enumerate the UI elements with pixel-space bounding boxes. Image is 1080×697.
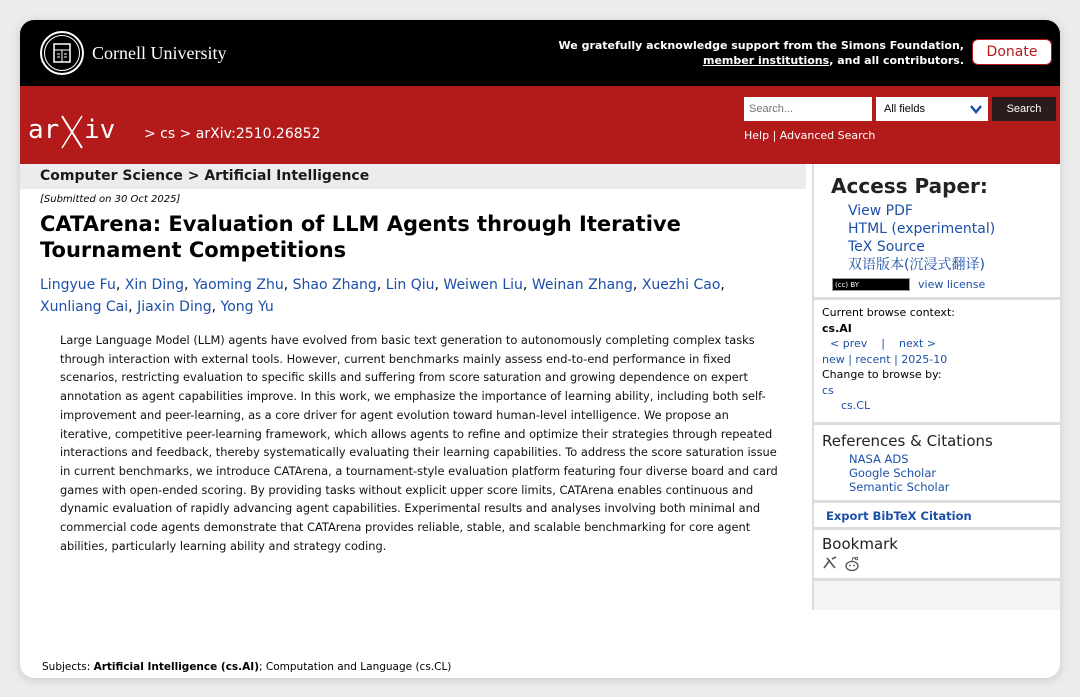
donate-button[interactable]: Donate [972,39,1052,65]
support-acknowledgement: We gratefully acknowledge support from the Simons Foundation, member institutions, and all contributors. [558,39,964,67]
author-separator: , [522,277,532,293]
nasa-ads-link[interactable]: NASA ADS [849,451,909,466]
html-experimental-link[interactable]: HTML (experimental) [848,221,996,237]
search-field-select[interactable]: All fields [876,97,988,121]
author-link[interactable]: Yong Yu [220,299,274,315]
primary-subject: Artificial Intelligence (cs.AI) [93,661,260,673]
abstract: Large Language Model (LLM) agents have evolved from basic text generation to autonomously completing complex tasks through interaction with external tools. However, current benchmarks mainly assess end-to-end performance in fixed scenarios, restricting evaluation to specific skills and suffering from score saturation and growing dependence on expert annotation as agent capabilities improve. In this work, we emphasize the importance of learning ability, including both self-improvement and peer-learning, as a core driver for agent evolution toward human-level intelligence. We propose an iterative, competitive peer-learning framework, which allows agents to refine and optimize their strategies through repeated interactions and feedback, thereby systematically evaluating their learning capabilities. To address the score saturation issue in current benchmarks, we introduce CATArena, a tournament-style evaluation platform featuring four diverse board and card games with open-ended scoring. By providing tasks without explicit upper score limits, CATArena enables continuous and dynamic evaluation of rapidly advancing agent capabilities. Experimental results and analyses involving both minimal and commercial code agents demonstrate that CATArena provides reliable, stable, and scalable benchmarking for core agent abilities, particularly learning ability and strategy coding. [60,333,778,553]
chevron-down-icon [970,104,982,114]
cornell-seal-icon [40,31,84,75]
author-link[interactable]: Lingyue Fu [40,277,116,293]
next-link[interactable]: next > [898,337,937,350]
author-separator: , [115,277,125,293]
author-separator: , [632,277,642,293]
cc-by-badge[interactable]: (cc) BY [832,278,910,291]
author-link[interactable]: Shao Zhang [292,277,377,293]
author-list [20,274,790,318]
arxiv-logo-icon [28,110,138,150]
arxiv-header [20,86,1060,164]
bookmark-box [814,530,1060,581]
author-link[interactable]: Xunliang Cai [40,299,129,315]
author-separator: , [376,277,386,293]
view-pdf-link[interactable]: View PDF [848,203,913,219]
references-box [814,425,1060,503]
browser-page [20,20,1060,678]
reddit-icon[interactable] [844,556,860,572]
new-recent-links[interactable]: new | recent | 2025-10 [822,352,948,366]
browse-context: cs.AI [822,321,852,335]
svg-text:iv: iv [84,115,116,145]
arxiv-logo[interactable] [28,110,320,150]
author-link[interactable]: Yaoming Zhu [192,277,284,293]
access-paper-box [814,164,1060,300]
member-institutions-link[interactable]: member institutions [702,54,830,67]
author-link[interactable]: Lin Qiu [385,277,435,293]
bookmark-heading: Bookmark [822,534,898,553]
search-input[interactable] [744,97,872,121]
search-button[interactable]: Search [992,97,1056,121]
browse-context-box: Current browse context: cs.AI < prev | next > new | recent | 2025-10 Change to browse by: cs cs.CL [814,300,1060,425]
author-separator: , [434,277,444,293]
author-link[interactable]: Weinan Zhang [531,277,633,293]
semantic-scholar-link[interactable]: Semantic Scholar [849,479,950,494]
author-link[interactable]: Xuezhi Cao [641,277,721,293]
author-separator: , [211,299,221,315]
tex-source-link[interactable]: TeX Source [848,239,925,255]
author-separator: , [720,277,725,293]
browse-cs-link[interactable]: cs [822,383,834,397]
view-license-link[interactable]: view license [918,278,986,291]
browse-cscl-link[interactable]: cs.CL [841,399,871,412]
subjects-line: Subjects: Artificial Intelligence (cs.AI); Computation and Language (cs.CL) [42,661,452,673]
author-link[interactable]: Weiwen Liu [443,277,523,293]
bibsonomy-icon[interactable] [822,556,838,570]
submission-date: [Submitted on 30 Oct 2025] [40,194,181,205]
author-separator: , [283,277,293,293]
author-separator: , [128,299,138,315]
references-heading: References & Citations [822,431,993,450]
paper-title: CATArena: Evaluation of LLM Agents through Iterative Tournament Competitions [40,212,681,262]
breadcrumb: > cs > arXiv:2510.26852 [144,126,321,142]
prev-link[interactable]: < prev [830,337,868,350]
author-link[interactable]: Xin Ding [124,277,184,293]
license-row [831,278,1060,291]
paper-main [20,164,806,555]
author-link[interactable]: Jiaxin Ding [137,299,212,315]
svg-text:ar: ar [28,115,60,145]
cornell-header [20,20,1060,86]
right-sidebar [812,164,1060,610]
cornell-logo[interactable] [40,31,226,75]
help-advanced-search-link[interactable]: Help | Advanced Search [744,129,876,142]
bilingual-version-link[interactable]: 双语版本(沉浸式翻译) [848,257,985,273]
access-paper-heading: Access Paper: [831,174,988,198]
category-heading: Computer Science > Artificial Intelligence [20,164,806,189]
author-separator: , [183,277,193,293]
google-scholar-link[interactable]: Google Scholar [849,465,937,480]
university-name: Cornell University [92,42,227,63]
export-bibtex-link[interactable]: Export BibTeX Citation [814,503,1060,530]
